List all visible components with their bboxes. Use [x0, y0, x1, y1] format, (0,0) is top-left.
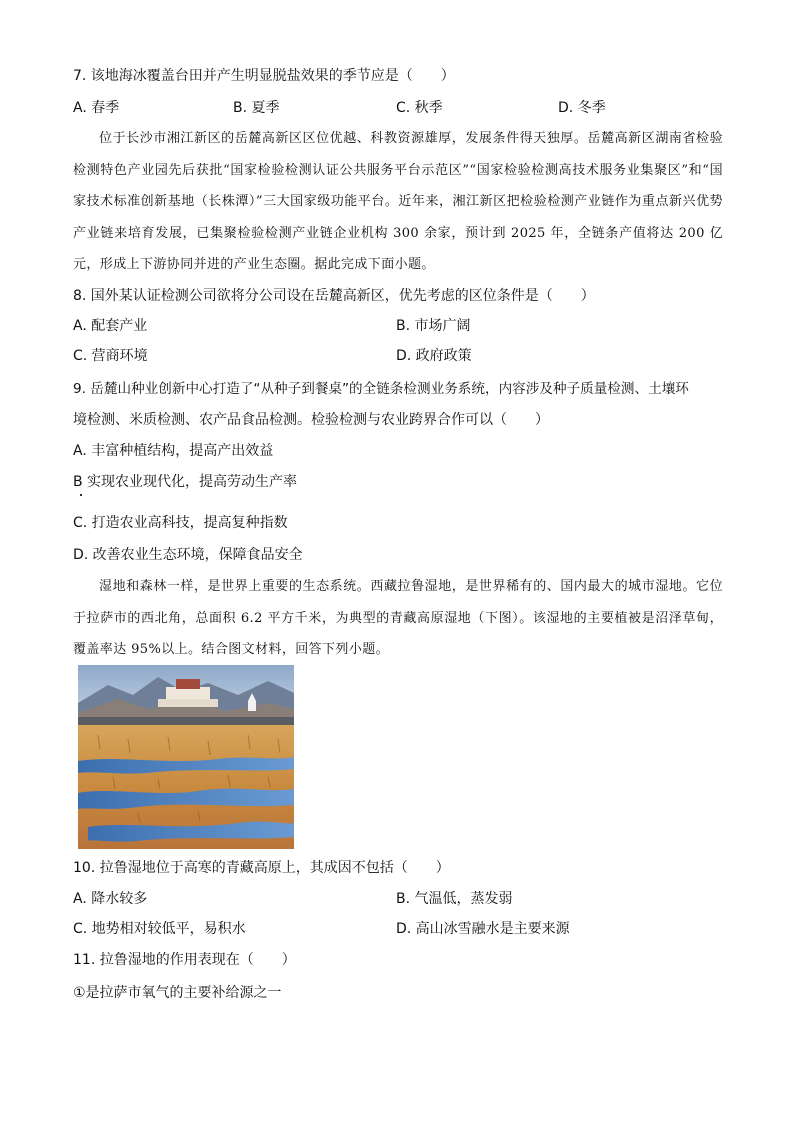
q7-option-c: C. 秋季 — [396, 100, 443, 116]
q9-option-d: D. 改善农业生态环境，保障食品安全 — [73, 547, 303, 563]
q7-option-a: A. 春季 — [73, 100, 120, 116]
q9-stem-line1: 9. 岳麓山种业创新中心打造了“从种子到餐桌”的全链条检测业务系统，内容涉及种子质量检测、土壤环 — [73, 381, 689, 397]
q7-option-b: B. 夏季 — [233, 100, 280, 116]
q8-option-c: C. 营商环境 — [73, 348, 148, 364]
q10-option-a: A. 降水较多 — [73, 891, 148, 907]
q10-option-b: B. 气温低，蒸发弱 — [396, 891, 513, 907]
stray-dot — [80, 494, 82, 496]
q11-stem: 11. 拉鲁湿地的作用表现在（ ） — [73, 952, 296, 968]
q8-option-a: A. 配套产业 — [73, 318, 148, 334]
reading-passage-lalu-wetland: 湿地和森林一样，是世界上重要的生态系统。西藏拉鲁湿地，是世界稀有的、国内最大的城市湿地。它位于拉萨市的西北角，总面积 6.2 平方千米，为典型的青藏高原湿地（下图）。该湿地的主要植被是沼泽草甸，覆盖率达 95%以上。结合图文材料，回答下列小题。 — [73, 579, 723, 657]
q8-option-b: B. 市场广阔 — [396, 318, 471, 334]
reading-passage-yuelu: 位于长沙市湘江新区的岳麓高新区区位优越、科教资源雄厚，发展条件得天独厚。岳麓高新区湖南省检验检测特色产业园先后获批“国家检验检测认证公共服务平台示范区”“国家检验检测高技术服务业集聚区”和“国家技术标准创新基地（长株潭）”三大国家级功能平台。近年来，湘江新区把检验检测产业链作为重点新兴优势产业链来培育发展，已集聚检验检测产业链企业机构 300 余家，预计到 2025 年，全链条产值将达 200 亿元，形成上下游协同并进的产业生态圈。据此完成下面小题。 — [73, 131, 723, 272]
q9-option-c: C. 打造农业高科技，提高复种指数 — [73, 515, 288, 531]
q9-option-a: A. 丰富种植结构，提高产出效益 — [73, 443, 274, 459]
q10-option-d: D. 高山冰雪融水是主要来源 — [396, 921, 570, 937]
lalu-wetland-photo — [78, 665, 294, 849]
q7-option-d: D. 冬季 — [558, 100, 606, 116]
q7-stem: 7. 该地海冰覆盖台田并产生明显脱盐效果的季节应是（ ） — [73, 68, 455, 84]
q9-stem-line2: 境检测、米质检测、农产品食品检测。检验检测与农业跨界合作可以（ ） — [73, 412, 549, 428]
q8-option-d: D. 政府政策 — [396, 348, 472, 364]
q11-item-1: ①是拉萨市氧气的主要补给源之一 — [73, 985, 282, 1001]
q9-option-b: B 实现农业现代化，提高劳动生产率 — [73, 474, 298, 490]
q10-stem: 10. 拉鲁湿地位于高寒的青藏高原上，其成因不包括（ ） — [73, 860, 450, 876]
q8-stem: 8. 国外某认证检测公司欲将分公司设在岳麓高新区，优先考虑的区位条件是（ ） — [73, 288, 595, 304]
q10-option-c: C. 地势相对较低平，易积水 — [73, 921, 246, 937]
